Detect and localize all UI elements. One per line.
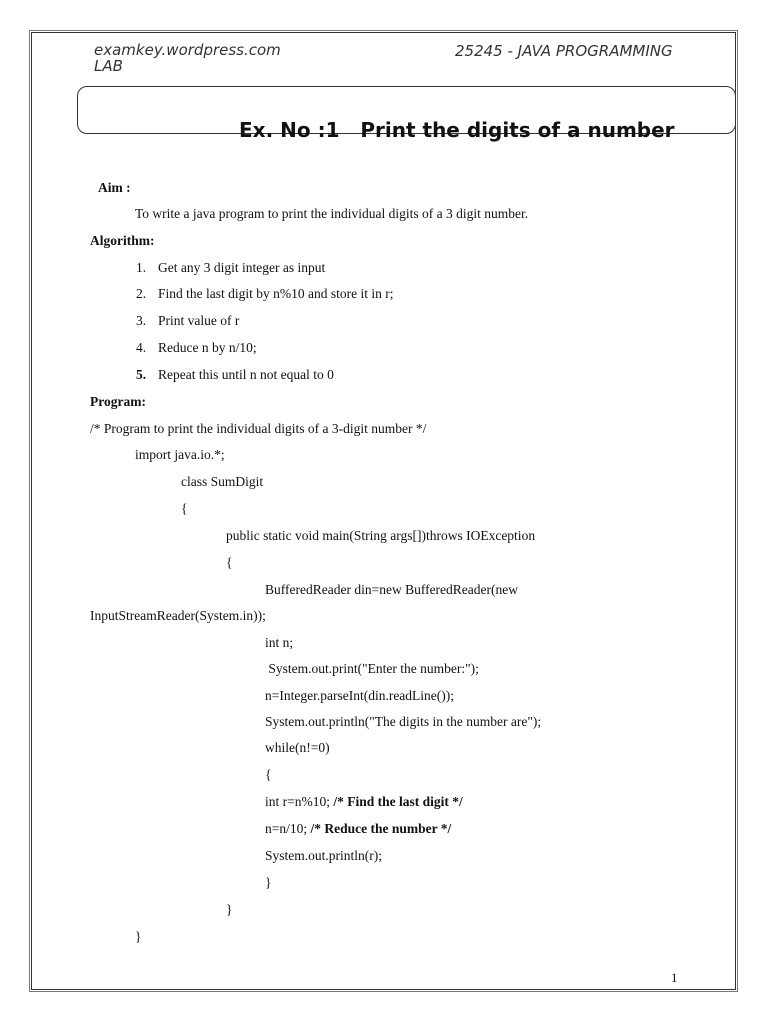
algorithm-step: [136, 260, 325, 276]
code-line: BufferedReader din=new BufferedReader(new: [265, 582, 519, 597]
code-comment: /* Reduce the number */: [310, 821, 452, 836]
step-text: Get any 3 digit integer as input: [158, 260, 326, 275]
algorithm-label: Algorithm:: [90, 233, 155, 248]
step-text: Reduce n by n/10;: [158, 340, 257, 355]
code-line: {: [265, 767, 272, 782]
algorithm-step: [136, 367, 334, 383]
algorithm-step: [136, 313, 239, 329]
step-number: 5.: [136, 367, 147, 382]
code-line: System.out.println("The digits in the number are");: [265, 714, 542, 729]
header-site: [94, 42, 281, 74]
step-number: 4.: [136, 340, 147, 355]
code-line: }: [226, 902, 233, 917]
page-number: 1: [671, 970, 678, 985]
algorithm-step: [136, 286, 393, 302]
code-line: }: [135, 929, 142, 944]
step-number: 3.: [136, 313, 147, 328]
code-line: {: [181, 501, 188, 516]
step-text: Repeat this until n not equal to 0: [158, 367, 334, 382]
code-line: System.out.print("Enter the number:");: [265, 661, 479, 676]
code-text: int r=n%10;: [265, 794, 334, 809]
code-line: }: [265, 875, 272, 890]
code-line: class SumDigit: [181, 474, 264, 489]
step-number: 1.: [136, 260, 147, 275]
header-course-cont: LAB: [94, 57, 123, 75]
code-line: {: [226, 555, 233, 570]
program-comment: /* Program to print the individual digits of a 3-digit number */: [90, 421, 427, 436]
code-text: n=n/10;: [265, 821, 311, 836]
code-comment: /* Find the last digit */: [333, 794, 463, 809]
step-text: Print value of r: [158, 313, 240, 328]
step-text: Find the last digit by n%10 and store it in r;: [158, 286, 394, 301]
header-course: 25245 - JAVA PROGRAMMING: [455, 42, 673, 60]
step-number: 2.: [136, 286, 147, 301]
aim-text: To write a java program to print the individual digits of a 3 digit number.: [135, 206, 529, 221]
code-line: System.out.println(r);: [265, 848, 382, 863]
code-line: n=Integer.parseInt(din.readLine());: [265, 688, 455, 703]
code-line: [265, 821, 451, 837]
header-site-text: examkey.wordpress.com: [94, 41, 281, 59]
program-label: Program:: [90, 394, 146, 409]
code-line: InputStreamReader(System.in));: [90, 608, 266, 623]
code-line: while(n!=0): [265, 740, 330, 755]
code-line: import java.io.*;: [135, 447, 225, 462]
algorithm-step: [136, 340, 257, 356]
code-line: [265, 794, 463, 810]
page-border: [31, 32, 736, 990]
code-line: int n;: [265, 635, 294, 650]
page-title: Ex. No :1 Print the digits of a number: [239, 118, 675, 142]
code-line: public static void main(String args[])throws IOException: [226, 528, 536, 543]
aim-label: Aim :: [98, 180, 131, 195]
